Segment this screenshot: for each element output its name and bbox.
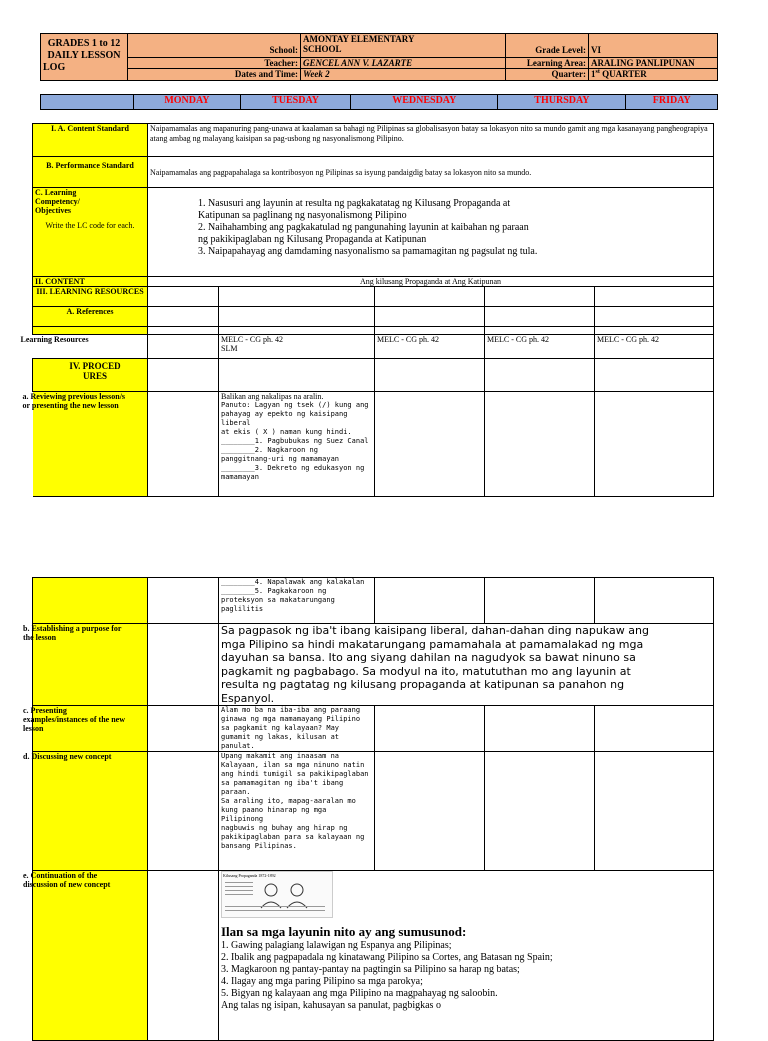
procedure-a-line-3: at ekis ( X ) naman kung hindi. (221, 428, 352, 436)
performance-standard-text: Naipamamalas ang pagpapahalaga sa kontribosyon ng Pilipinas sa isyung pandaigdig batay sa lokasyon nito sa mundo. (148, 157, 714, 188)
competency-2: 2. Naihahambing ang pagkakatulad ng pangunahing layunin at kaibahan ng paraan ng pakikipaglaban ng Kilusang Propaganda at Katipunan (198, 222, 529, 245)
lr-monday (219, 335, 375, 359)
grade-label: Grade Level: (506, 34, 589, 58)
procedure-e-label-text: e. Continuation of the discussion of new concept (23, 871, 111, 889)
procedure-b-label-text: b. Establishing a purpose for the lesson (23, 624, 122, 642)
procedure-a-label (22, 392, 148, 497)
area-value: ARALING PANLIPUNAN (589, 57, 718, 69)
dates-label: Dates and Time: (128, 69, 301, 81)
procedure-a-item-4: ________4. Napalawak ang kalakalan (221, 578, 365, 586)
procedure-d-label-text: d. Discussing new concept (23, 752, 112, 761)
dll-title (41, 34, 128, 81)
procedure-a-item-1: ________1. Pagbubukas ng Suez Canal (221, 437, 369, 445)
day-monday: MONDAY (134, 95, 241, 110)
header-table (40, 33, 718, 81)
procedure-e-heading: Ilan sa mga layunin nito ay ang sumusunod: (221, 924, 467, 939)
procedure-b-label (23, 624, 148, 706)
day-thursday: THURSDAY (498, 95, 626, 110)
title-line-3: LOG (43, 62, 66, 73)
procedure-c-text: Alam mo ba na iba-iba ang paraang ginawa ng mga mamamayang Pilipino sa pagkamit ng kalayaan? May gumamit ng lakas, kilusan at panulat. (219, 706, 375, 752)
area-label: Learning Area: (506, 57, 589, 69)
procedure-e-item-3: 3. Magkaroon ng pantay-pantay na pagtingin sa Pilipino sa harap ng batas; (221, 964, 520, 975)
procedure-a-text (219, 392, 375, 497)
procedure-d-line-2: Sa araling ito, mapag-aaralan mo kung paano hinarap ng mga Pilipinong (221, 797, 356, 823)
quarter-suffix: st (595, 69, 600, 76)
competency-3: 3. Naipapahayag ang damdaming nasyonalismo sa pamamagitan ng pagsulat ng tula. (198, 246, 538, 257)
teacher-value: GENCEL ANN V. LAZARTE (301, 57, 506, 69)
procedure-d-line-1: Upang makamit ang inaasam na Kalayaan, ilan sa mga ninuno natin ang hindi tumigil sa pakikipaglaban sa pamamagitan ng iba't ibang paraan. (221, 752, 369, 796)
procedure-e-item-6: Ang talas ng isipan, kahusayan sa panulat, pagbigkas o (221, 1000, 441, 1011)
procedure-a-continued (219, 578, 375, 624)
school-value-line-2: SCHOOL (303, 44, 342, 54)
days-bar-spacer (41, 95, 134, 110)
lr-thursday: MELC - CG ph. 42 (595, 335, 714, 359)
school-value-line-1: AMONTAY ELEMENTARY (303, 34, 415, 44)
procedure-a-item-3: ________3. Dekreto ng edukasyon ng mamamayan (221, 464, 365, 481)
competency-1: 1. Nasusuri ang layunin at resulta ng pagkakatatag ng Kilusang Propaganda at Katipunan sa paglinang ng nasyonalismong Pilipino (198, 198, 511, 221)
content-standard-text: Naipamamalas ang mapanuring pang-unawa at kaalaman sa bahagi ng Pilipinas sa globalisasyon batay sa lokasyon nito sa mundo gamit ang mga kasanayang pangheograpiya atang ambag ng malayang kaisipan sa pag-usbong ng nasyonalismong Pilipino. (148, 124, 714, 157)
school-label: School: (128, 34, 301, 58)
procedure-e-item-5: 5. Bigyan ng kalayaan ang mga Pilipino na magpahayag ng saloobin. (221, 988, 498, 999)
lesson-table-page-1 (20, 123, 714, 497)
title-line-1: GRADES 1 to 12 (47, 38, 121, 49)
procedure-e-item-2: 2. Ibalik ang pagpapadala ng kinatawang Pilipino sa Cortes, ang Batasan ng Spain; (221, 952, 553, 963)
procedures-label: IV. PROCED URES (33, 359, 148, 392)
procedure-e-content (219, 871, 714, 1041)
lr-monday-1: MELC - CG ph. 42 (221, 335, 283, 344)
learning-resources-row-label: Learning Resources (20, 335, 89, 344)
procedure-b-text-body: Sa pagpasok ng iba't ibang kaisipang liberal, dahan-dahan ding napukaw ang mga Pilipino sa hindi makatarungang pamamahala at pamamalakad ng mga dayuhan sa bansa. Ito ang siyang dahilan na nagudyok sa bawat ninuno sa pagkamit ng pagbabago. Sa modyul na ito, matututhan mo ang layunin at resulta ng pagtatag ng kilusang propaganda at katipunan sa panahon ng Espanyol. (221, 624, 649, 705)
references-label: A. References (33, 307, 148, 327)
portraits-icon (223, 878, 331, 916)
competency-cell (148, 188, 714, 277)
lr-wednesday: MELC - CG ph. 42 (485, 335, 595, 359)
procedure-e-item-1: 1. Gawing palagiang lalawigan ng Espanya ang Pilipinas; (221, 940, 452, 951)
content-value: Ang kilusang Propaganda at Ang Katipunan (148, 277, 714, 287)
competency-note: Write the LC code for each. (45, 221, 135, 230)
grade-value: VI (589, 34, 718, 58)
day-tuesday: TUESDAY (240, 95, 350, 110)
procedure-d-line-3: nagbuwis ng buhay ang hirap ng pakikipaglaban para sa kalayaan ng (221, 824, 365, 841)
procedure-e-list (221, 940, 581, 1012)
quarter-value (589, 69, 718, 81)
procedure-d-label (23, 752, 148, 871)
procedure-d-line-4: bansang Pilipinas. (221, 842, 297, 850)
dates-value: Week 2 (301, 69, 506, 81)
day-wednesday: WEDNESDAY (351, 95, 498, 110)
procedure-a-item-5: ________5. Pagkakaroon ng proteksyon sa makatarungang paglilitis (221, 587, 335, 613)
procedure-c-label-text: c. Presenting examples/instances of the new lesson (23, 706, 125, 733)
lr-monday-2: SLM (221, 344, 238, 353)
procedure-b-text (219, 624, 714, 706)
content-label: II. CONTENT (33, 277, 148, 287)
teacher-label: Teacher: (128, 57, 301, 69)
procedure-a-item-2: ________2. Nagkaroon ng panggitnang-uri ng mamamayan (221, 446, 340, 463)
quarter-text: QUARTER (599, 69, 647, 80)
competency-label-cell (33, 188, 148, 277)
procedure-a-line-2: Panuto: Lagyan ng tsek (/) kung ang pahayag ay epekto ng kaisipang liberal (221, 401, 369, 427)
lr-tuesday: MELC - CG ph. 42 (375, 335, 485, 359)
days-bar (40, 94, 718, 110)
quarter-number: 1 (591, 69, 596, 80)
learning-resources-label: III. LEARNING RESOURCES (33, 287, 148, 307)
procedure-d-text (219, 752, 375, 871)
procedure-c-label (23, 706, 148, 752)
procedure-e-item-4: 4. Ilagay ang mga paring Pilipino sa mga parokya; (221, 976, 423, 987)
procedure-a-line-1: Balikan ang nakalipas na aralin. (221, 392, 324, 401)
procedure-a-label-text: a. Reviewing previous lesson/s or presenting the new lesson (22, 392, 126, 410)
day-friday: FRIDAY (626, 95, 718, 110)
lesson-table-page-2 (23, 577, 714, 1041)
quarter-label: Quarter: (506, 69, 589, 81)
title-line-2: DAILY LESSON (47, 50, 121, 61)
procedure-e-label (23, 871, 148, 1041)
performance-standard-label: B. Performance Standard (33, 157, 148, 188)
illustration-caption: Kilusang Propaganda 1872-1892 (223, 873, 276, 878)
propaganda-illustration (221, 871, 333, 918)
competency-label: C. Learning Competency/ Objectives (35, 188, 80, 215)
school-value (301, 34, 506, 58)
content-standard-label: I. A. Content Standard (33, 124, 148, 157)
